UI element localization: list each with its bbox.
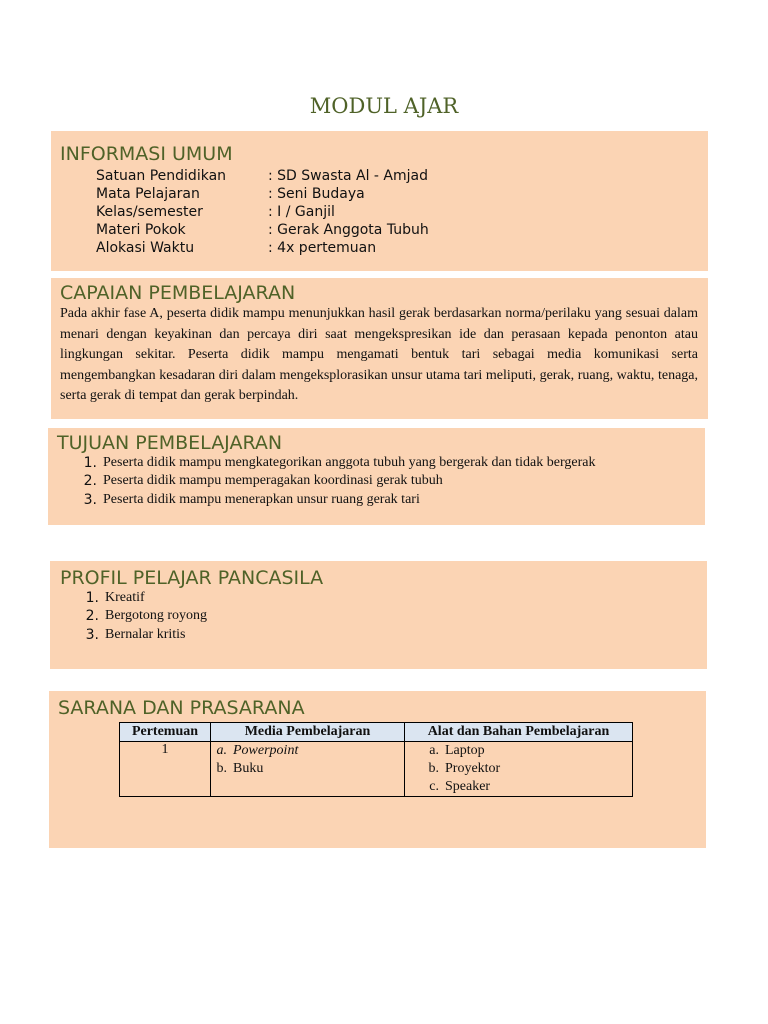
info-value: : 4x pertemuan xyxy=(268,240,377,256)
list-text: Bernalar kritis xyxy=(105,626,186,642)
alat-item xyxy=(405,760,632,778)
pertemuan-cell: 1 xyxy=(120,742,211,797)
list-number: 3. xyxy=(83,491,97,508)
info-row xyxy=(60,239,708,257)
column-header: Alat dan Bahan Pembelajaran xyxy=(405,723,633,742)
informasi-umum-section xyxy=(51,131,708,271)
column-header: Media Pembelajaran xyxy=(211,723,405,742)
list-number: 2. xyxy=(85,608,99,625)
info-value: : SD Swasta Al - Amjad xyxy=(268,168,429,184)
list-text: Bergotong royong xyxy=(105,608,208,624)
table-header-row xyxy=(120,723,633,742)
list-text: Peserta didik mampu mengkategorikan anggota tubuh yang bergerak dan tidak bergerak xyxy=(103,455,596,470)
sarana-table xyxy=(119,722,633,797)
list-item xyxy=(73,454,705,472)
info-label: Mata Pelajaran xyxy=(96,186,200,202)
alat-item xyxy=(405,742,632,760)
info-label: Alokasi Waktu xyxy=(96,240,195,256)
item-text: Speaker xyxy=(445,779,491,794)
media-cell xyxy=(211,742,405,797)
item-text: Laptop xyxy=(445,743,485,758)
info-label: Satuan Pendidikan xyxy=(96,168,227,184)
tujuan-heading: TUJUAN PEMBELAJARAN xyxy=(57,432,283,454)
item-marker: a. xyxy=(429,743,439,758)
item-marker: b. xyxy=(216,761,227,776)
page-title: MODUL AJAR xyxy=(309,94,459,118)
item-text: Proyektor xyxy=(445,761,501,776)
info-row xyxy=(60,185,708,203)
list-item xyxy=(73,472,705,490)
list-number: 1. xyxy=(83,455,97,471)
list-number: 3. xyxy=(85,626,99,643)
info-value: : Gerak Anggota Tubuh xyxy=(268,222,429,238)
item-text: Powerpoint xyxy=(233,743,299,758)
list-text: Peserta didik mampu memperagakan koordinasi gerak tubuh xyxy=(103,473,443,489)
profil-list xyxy=(75,589,707,644)
media-item xyxy=(211,760,404,778)
sarana-section xyxy=(49,691,706,848)
table-row xyxy=(120,742,633,797)
capaian-paragraph: Pada akhir fase A, peserta didik mampu menunjukkan hasil gerak berdasarkan norma/perilaku yang sesuai dalam menari dengan keyakinan dan percaya diri saat mengekspresikan ide dan perasaan kepada penonton atau lingkungan sekitar. Peserta didik mampu mengamati bentuk tari sebagai media komunikasi serta mengembangkan kesadaran diri dalam mengeksplorasikan unsur utama tari meliputi, gerak, ruang, waktu, tenaga, serta gerak di tempat dan gerak berpindah. xyxy=(60,306,698,404)
list-item xyxy=(75,626,707,644)
alat-cell xyxy=(405,742,633,797)
media-item xyxy=(211,742,404,760)
info-row xyxy=(60,221,708,239)
info-value: : Seni Budaya xyxy=(268,186,365,202)
info-row xyxy=(60,203,708,221)
info-label: Kelas/semester xyxy=(96,204,203,220)
item-marker: b. xyxy=(428,761,439,776)
item-text: Buku xyxy=(233,761,264,776)
list-text: Peserta didik mampu menerapkan unsur ruang gerak tari xyxy=(103,491,420,507)
informasi-umum-heading: INFORMASI UMUM xyxy=(60,143,233,165)
column-header: Pertemuan xyxy=(120,723,211,742)
list-number: 2. xyxy=(83,473,97,490)
tujuan-list xyxy=(73,454,705,509)
alat-item xyxy=(405,778,632,796)
list-item xyxy=(73,491,705,509)
capaian-heading: CAPAIAN PEMBELAJARAN xyxy=(60,282,296,304)
profil-section xyxy=(50,561,707,669)
tujuan-section xyxy=(48,428,705,525)
list-number: 1. xyxy=(85,590,99,606)
sarana-heading: SARANA DAN PRASARANA xyxy=(58,697,305,719)
list-item xyxy=(75,589,707,607)
list-text: Kreatif xyxy=(105,590,145,605)
item-marker: c. xyxy=(429,779,439,794)
item-marker: a. xyxy=(216,743,227,758)
info-row xyxy=(60,167,708,185)
info-label: Materi Pokok xyxy=(96,222,186,238)
capaian-section xyxy=(51,278,708,419)
list-item xyxy=(75,607,707,625)
profil-heading: PROFIL PELAJAR PANCASILA xyxy=(60,567,324,589)
info-value: : I / Ganjil xyxy=(268,204,335,220)
